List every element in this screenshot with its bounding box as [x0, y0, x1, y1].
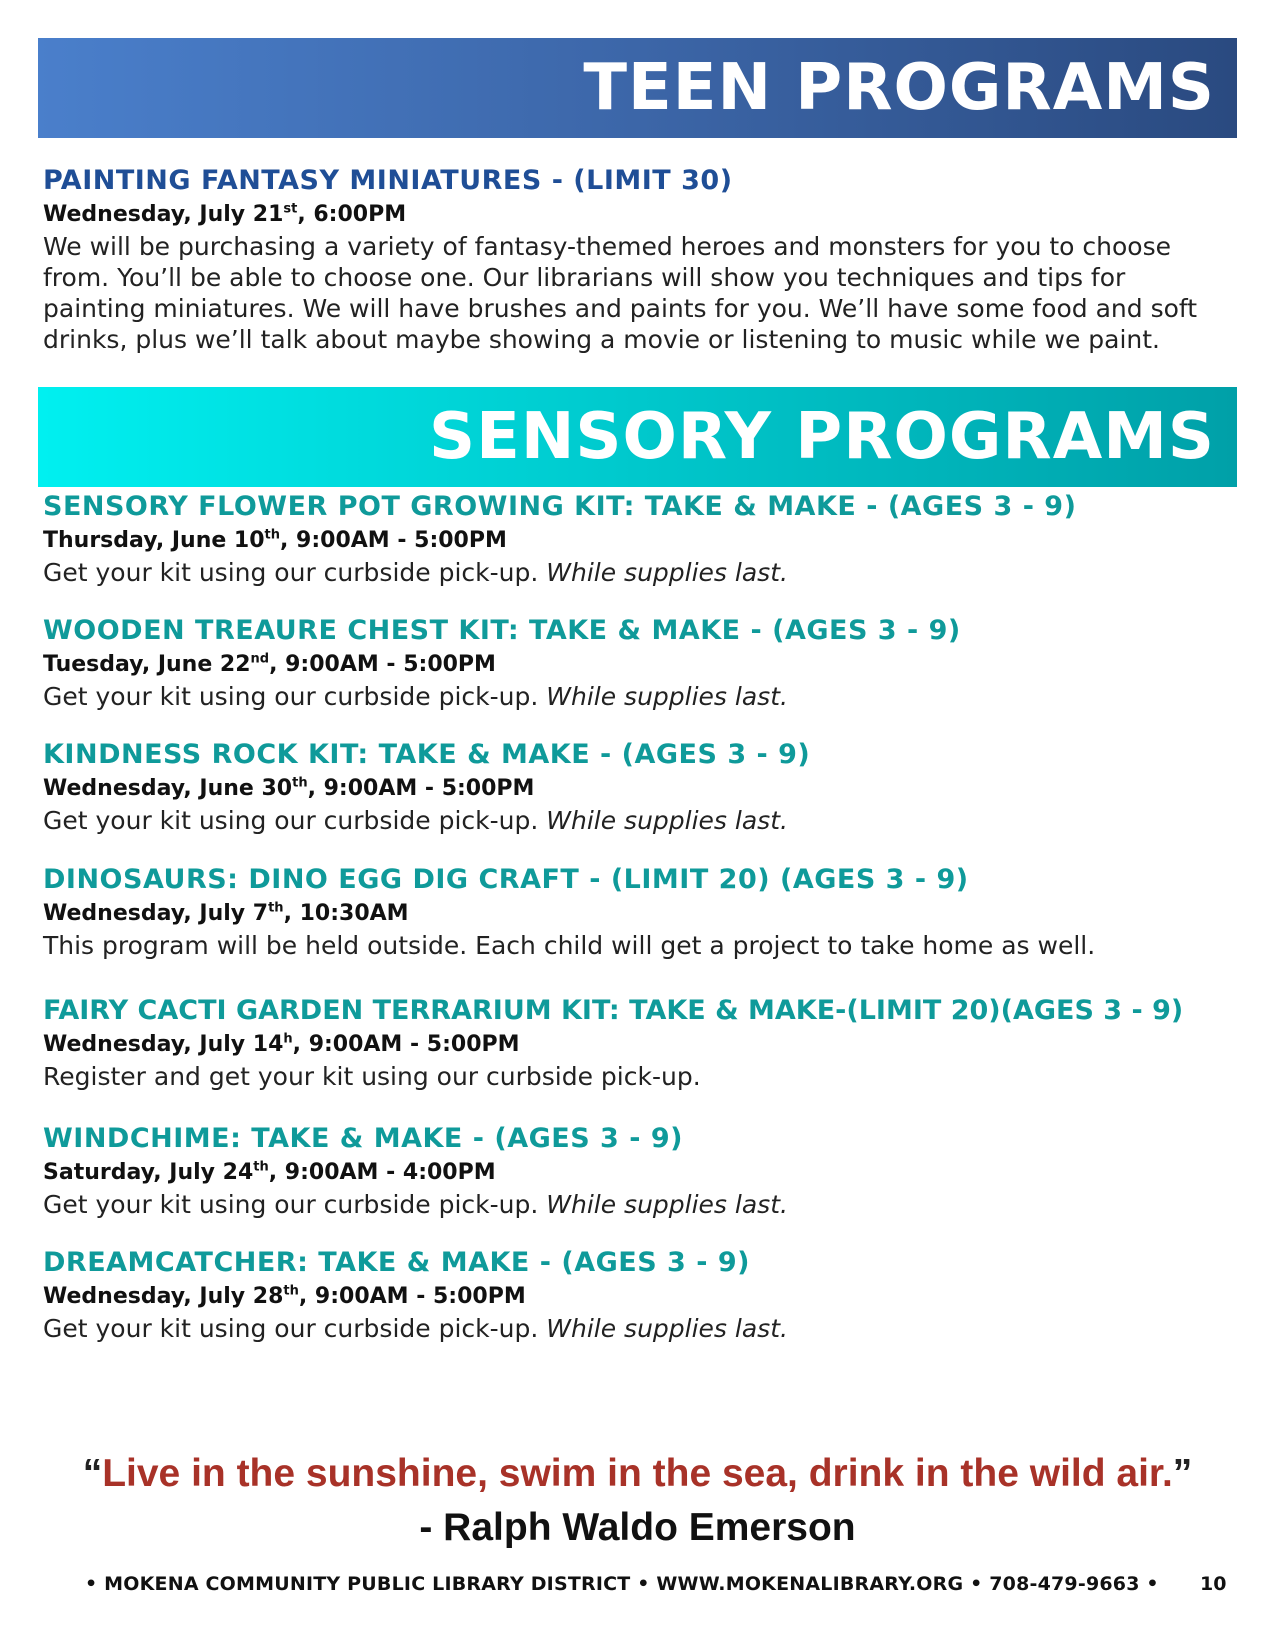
sensory-programs-heading: SENSORY PROGRAMS	[429, 400, 1215, 474]
program-date: Wednesday, July 7th, 10:30AM	[43, 900, 409, 926]
program-title: WOODEN TREAURE CHEST KIT: TAKE & MAKE - (AGES 3 - 9)	[43, 615, 961, 646]
quote-author: - Ralph Waldo Emerson	[419, 1506, 856, 1549]
sensory-program	[43, 1122, 1243, 1220]
program-description: We will be purchasing a variety of fantasy-themed heroes and monsters for you to choose from. You’ll be able to choose one. Our librarians will show you techniques and tips for painting miniatures. We will have brushes and paints for you. We’ll have some food and soft drinks, plus we’ll talk about maybe showing a movie or listening to music while we paint.	[43, 232, 1198, 354]
program-description: Get your kit using our curbside pick-up. While supplies last.	[43, 558, 788, 587]
program-description: Get your kit using our curbside pick-up. While supplies last.	[43, 1314, 788, 1343]
program-date: Wednesday, July 21st, 6:00PM	[43, 201, 407, 227]
program-title: KINDNESS ROCK KIT: TAKE & MAKE - (AGES 3 - 9)	[43, 739, 811, 770]
program-date: Wednesday, July 28th, 9:00AM - 5:00PM	[43, 1283, 526, 1309]
sensory-program	[43, 863, 1243, 961]
sensory-program	[43, 994, 1243, 1092]
quote-text: Live in the sunshine, swim in the sea, drink in the wild air.	[102, 1452, 1173, 1495]
sensory-program	[43, 738, 1243, 836]
program-date: Tuesday, June 22nd, 9:00AM - 5:00PM	[43, 651, 496, 677]
teen-programs-heading: TEEN PROGRAMS	[583, 51, 1215, 125]
program-title: FAIRY CACTI GARDEN TERRARIUM KIT: TAKE & MAKE-(LIMIT 20)(AGES 3 - 9)	[43, 995, 1184, 1026]
program-date: Wednesday, July 14$^h$, 9:00AM - 5:00PM	[43, 1031, 520, 1057]
footer-contact: • MOKENA COMMUNITY PUBLIC LIBRARY DISTRICT • WWW.MOKENALIBRARY.ORG • 708-479-9663 •	[85, 1573, 1159, 1595]
program-description: Get your kit using our curbside pick-up. While supplies last.	[43, 682, 788, 711]
quote-open-mark: “	[82, 1452, 103, 1495]
program-title: DINOSAURS: DINO EGG DIG CRAFT - (LIMIT 20) (AGES 3 - 9)	[43, 864, 969, 895]
program-title: WINDCHIME: TAKE & MAKE - (AGES 3 - 9)	[43, 1123, 683, 1154]
program-date: Wednesday, June 30th, 9:00AM - 5:00PM	[43, 775, 535, 801]
sensory-programs-banner	[38, 387, 1237, 487]
page-number: 10	[1200, 1573, 1227, 1595]
program-description: Get your kit using our curbside pick-up. While supplies last.	[43, 806, 788, 835]
program-description: Get your kit using our curbside pick-up. While supplies last.	[43, 1190, 788, 1219]
teen-program	[43, 164, 1243, 355]
program-description: Register and get your kit using our curbside pick-up.	[43, 1062, 701, 1091]
program-title: DREAMCATCHER: TAKE & MAKE - (AGES 3 - 9)	[43, 1247, 750, 1278]
program-title: PAINTING FANTASY MINIATURES - (LIMIT 30)	[43, 165, 733, 196]
quote-close-mark: ”	[1172, 1452, 1193, 1495]
program-date: Thursday, June 10th, 9:00AM - 5:00PM	[43, 527, 507, 553]
program-title: SENSORY FLOWER POT GROWING KIT: TAKE & MAKE - (AGES 3 - 9)	[43, 491, 1077, 522]
sensory-program	[43, 614, 1243, 712]
sensory-program	[43, 490, 1243, 588]
teen-programs-banner	[38, 38, 1237, 138]
sensory-program	[43, 1246, 1243, 1344]
program-date: Saturday, July 24th, 9:00AM - 4:00PM	[43, 1159, 496, 1185]
quote	[0, 1452, 1275, 1496]
program-description: This program will be held outside. Each child will get a project to take home as well.	[43, 931, 1096, 960]
